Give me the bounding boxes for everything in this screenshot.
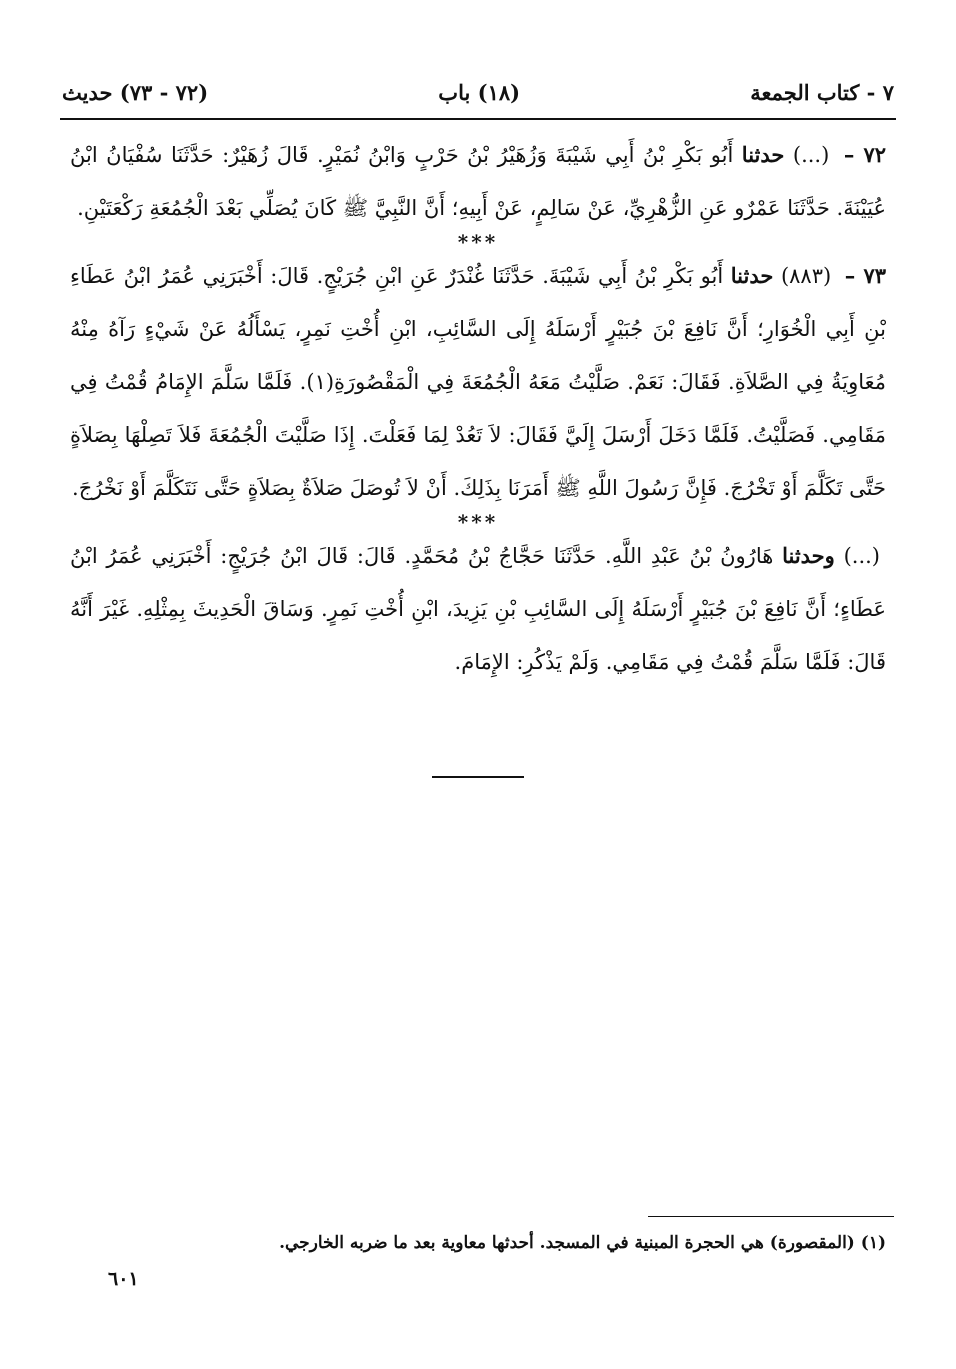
page-number: ٦٠١	[108, 1268, 139, 1290]
hadith-reference: (...)	[792, 143, 830, 167]
hadith-reference: (٨٨٣)	[780, 264, 832, 288]
header-hadith-range: (٧٢ - ٧٣) حديث	[62, 79, 209, 105]
hadith-hadtha: حدثنا	[730, 263, 774, 288]
hadith-paragraph	[70, 529, 886, 689]
footnote: (١) (المقصورة) هي الحجرة المبنية في المسجد. أحدثها معاوية بعد ما ضربه الخارجي.	[279, 1233, 886, 1253]
hadith-72	[70, 128, 886, 235]
section-separator: ***	[457, 510, 499, 534]
main-text	[70, 128, 886, 689]
hadith-hadtha: حدثنا	[741, 142, 785, 167]
hadith-hadtha: وحدثنا	[782, 543, 835, 568]
header-book-title: ٧ - كتاب الجمعة	[750, 79, 894, 105]
section-separator: ***	[457, 230, 499, 254]
hadith-text: هَارُونُ بْنُ عَبْدِ اللَّهِ. حَدَّثَنَا حَجَّاجُ بْنُ مُحَمَّدٍ. قَالَ: قَالَ ابْنُ جُرَيْجٍ: أَخْبَرَنِي عُمَرُ ابْنُ عَطَاءٍ؛ أَنَّ نَافِعَ بْنَ جُبَيْرٍ أَرْسَلَهُ إِلَى السَّائِبِ بْنِ يَزِيدَ، ابْنِ أُخْتِ نَمِرٍ. وَسَاقَ الْحَدِيثَ بِمِثْلِهِ. غَيْرَ أَنَّهُ قَالَ: فَلَمَّا سَلَّمَ قُمْتُ فِي مَقَامِي. وَلَمْ يَذْكُرِ: الإِمَامَ.	[70, 544, 886, 674]
hadith-reference: (...)	[843, 544, 880, 568]
hadith-paragraph	[70, 128, 886, 235]
running-header	[62, 70, 894, 114]
header-chapter: (١٨) باب	[438, 79, 521, 105]
hadith-text: أَبُو بَكْرِ بْنُ أَبِي شَيْبَةَ وَزُهَيْرُ بْنُ حَرْبٍ وَابْنُ نُمَيْرٍ. قَالَ زُهَيْرٌ: حَدَّثَنَا سُفْيَانُ ابْنُ عُيَيْنَةَ. حَدَّثَنَا عَمْرٌو عَنِ الزُّهْرِيِّ، عَنْ سَالِمٍ، عَنْ أَبِيهِ؛ أَنَّ النَّبِيَّ ﷺ كَانَ يُصَلِّي بَعْدَ الْجُمُعَةِ رَكْعَتَيْنِ.	[70, 143, 886, 220]
hadith-number: ٧٣ –	[844, 263, 887, 288]
footnote-rule	[648, 1216, 894, 1217]
hadith-number: ٧٢ –	[843, 142, 886, 167]
hadith-73	[70, 249, 886, 515]
hadith-paragraph	[70, 249, 886, 515]
hadith-text: أَبُو بَكْرِ بْنُ أَبِي شَيْبَةَ. حَدَّثَنَا غُنْدَرٌ عَنِ ابْنِ جُرَيْجٍ. قَالَ: أَخْبَرَنِي عُمَرُ ابْنُ عَطَاءِ بْنِ أَبِي الْخُوَارِ؛ أَنَّ نَافِعَ بْنَ جُبَيْرٍ أَرْسَلَهُ إِلَى السَّائِبِ، ابْنِ أُخْتِ نَمِرٍ، يَسْأَلُهُ عَنْ شَيْءٍ رَآهُ مِنْهُ مُعَاوِيَةُ فِي الصَّلاَةِ. فَقَالَ: نَعَمْ. صَلَّيْتُ مَعَهُ الْجُمُعَةَ فِي الْمَقْصُورَةِ(١). فَلَمَّا سَلَّمَ الإِمَامُ قُمْتُ فِي مَقَامِي. فَصَلَّيْتُ. فَلَمَّا دَخَلَ أَرْسَلَ إِلَيَّ فَقَالَ: لاَ تَعُدْ لِمَا فَعَلْتَ. إِذَا صَلَّيْتَ الْجُمُعَةَ فَلاَ تَصِلْهَا بِصَلاَةٍ حَتَّى تَكَلَّمَ أَوْ تَخْرُجَ. فَإِنَّ رَسُولَ اللَّهِ ﷺ أَمَرَنَا بِذَلِكَ. أَنْ لاَ تُوصَلَ صَلاَةٌ بِصَلاَةٍ حَتَّى نَتَكَلَّمَ أَوْ نَخْرُجَ.	[70, 264, 886, 500]
end-of-text-rule	[432, 776, 524, 778]
header-rule	[60, 118, 896, 120]
hadith-73-variant	[70, 529, 886, 689]
